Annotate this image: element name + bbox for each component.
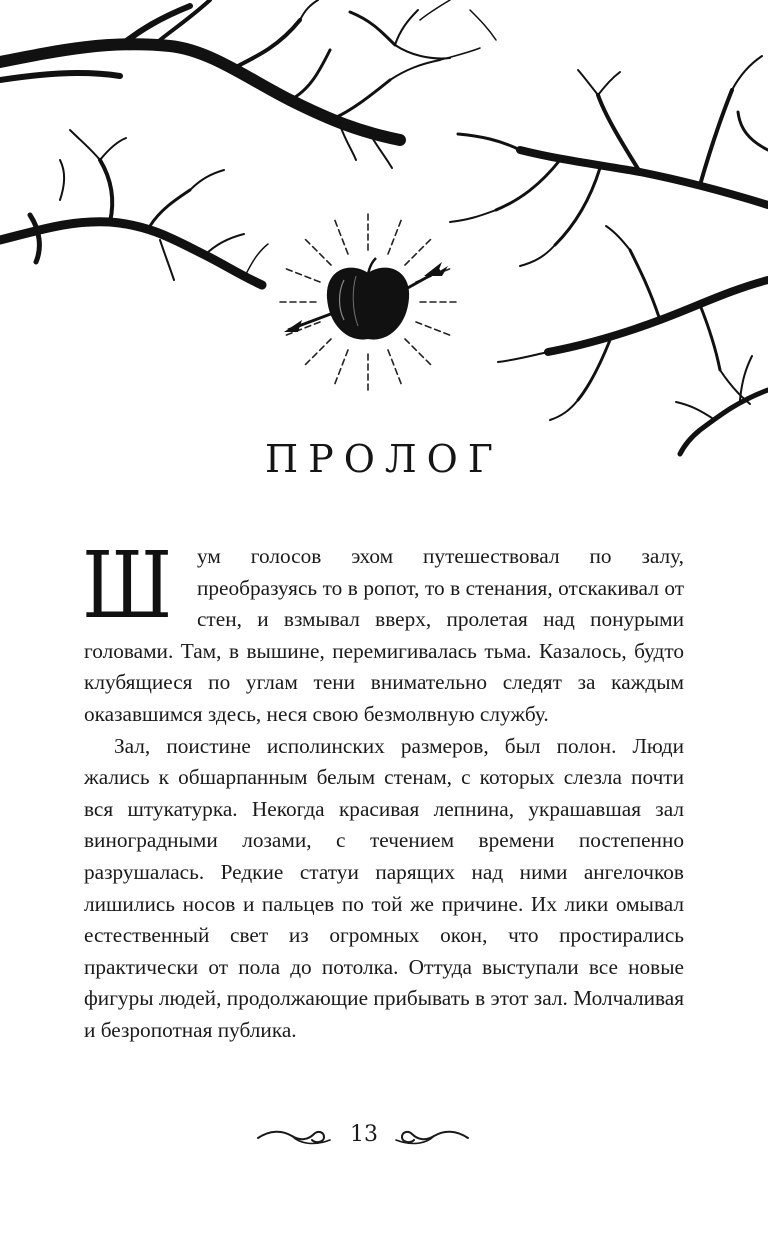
left-branches [0, 0, 496, 285]
paragraph: Зал, поистине исполинских размеров, был полон. Люди жались к обшарпанным белым стенам, с которых слезла почти вся штукатурка. Некогда красивая лепнина, украшавшая зал виноградными лозами, с течением времени постепенно разрушалась. Редкие статуи парящих над ними ангелочков лишились носов и пальцев по той же причине. Их лики омывал естественный свет из огромных окон, что простирались практически от пола до потолка. Оттуда выступали все новые фигуры людей, продолжающие прибывать в этот зал. Молчаливая и безропотная публика. [84, 733, 684, 1042]
apple-arrow-icon [276, 210, 460, 394]
chapter-illustration [0, 0, 768, 480]
flourish-left-icon [256, 1126, 332, 1148]
page-number: 13 [350, 1122, 378, 1147]
chapter-title: ПРОЛОГ [265, 437, 503, 482]
chapter-body [82, 532, 684, 1047]
page-footer [0, 1118, 768, 1158]
right-branches [450, 56, 768, 454]
flourish-right-icon [394, 1126, 470, 1148]
paragraph [82, 532, 684, 731]
drop-cap: Ш [82, 532, 173, 639]
paragraph-text: ум голосов эхом путешествовал по залу, преобразуясь то в ропот, то в стенания, отскакивал от стен, и взмывал вверх, пролетая над понурыми головами. Там, в вышине, перемигивалась тьма. Казалось, будто клубящиеся по углам тени внимательно следят за каждым оказавшимся здесь, неся свою безмолвную службу. [84, 544, 684, 726]
